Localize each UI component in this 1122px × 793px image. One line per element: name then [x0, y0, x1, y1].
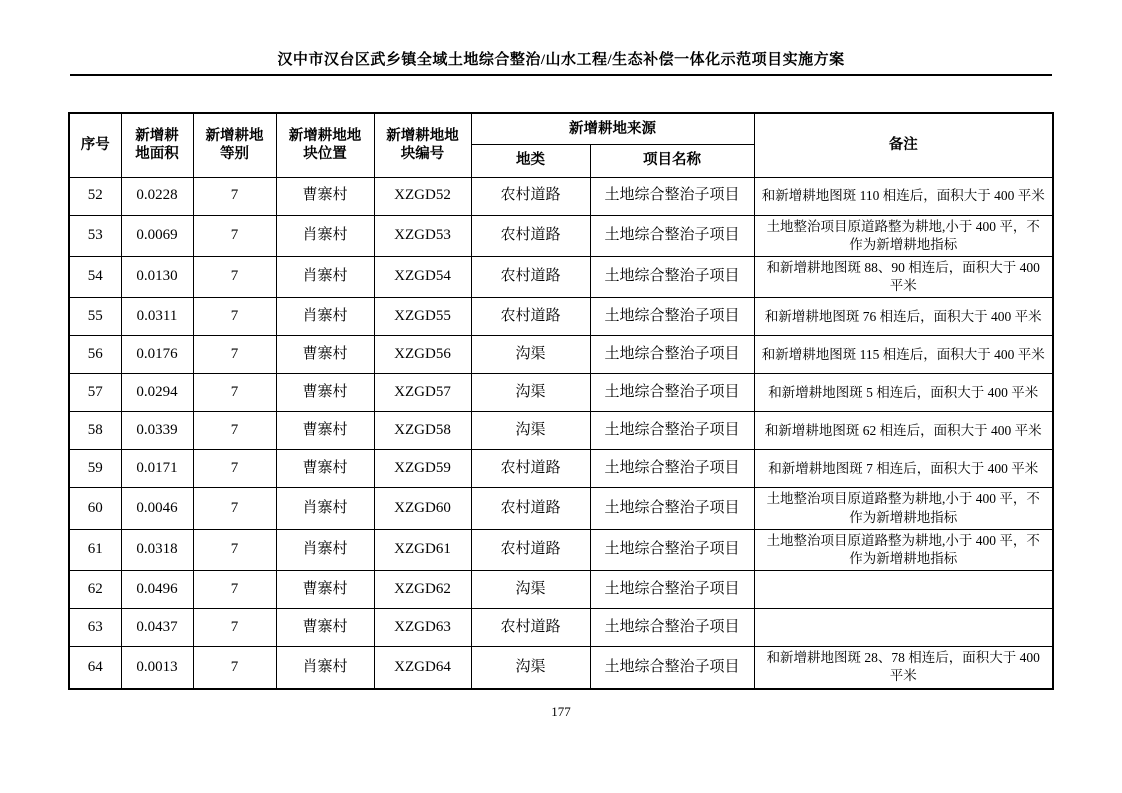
header-serial: 序号: [69, 113, 121, 177]
cell-serial: 59: [69, 450, 121, 488]
header-area: 新增耕地面积: [121, 113, 193, 177]
cell-grade: 7: [193, 488, 276, 529]
cell-grade: 7: [193, 374, 276, 412]
cell-location: 曹寨村: [276, 177, 374, 215]
cell-grade: 7: [193, 529, 276, 570]
cell-remarks: 和新增耕地图斑 88、90 相连后，面积大于 400 平米: [754, 256, 1053, 297]
cell-area: 0.0311: [121, 298, 193, 336]
cell-location: 曹寨村: [276, 374, 374, 412]
cell-land-type: 农村道路: [471, 450, 590, 488]
cell-location: 肖寨村: [276, 215, 374, 256]
cell-area: 0.0130: [121, 256, 193, 297]
cell-area: 0.0318: [121, 529, 193, 570]
cell-serial: 58: [69, 412, 121, 450]
cell-remarks: [754, 571, 1053, 609]
cell-land-type: 沟渠: [471, 571, 590, 609]
cell-serial: 61: [69, 529, 121, 570]
cell-project: 土地综合整治子项目: [590, 529, 754, 570]
table-row: [69, 450, 1053, 488]
cell-project: 土地综合整治子项目: [590, 609, 754, 647]
cell-remarks: 和新增耕地图斑 28、78 相连后，面积大于 400 平米: [754, 647, 1053, 689]
cell-project: 土地综合整治子项目: [590, 215, 754, 256]
cell-grade: 7: [193, 336, 276, 374]
new-cultivated-land-table: [68, 112, 1054, 690]
cell-grade: 7: [193, 177, 276, 215]
cell-location: 肖寨村: [276, 529, 374, 570]
header-parcel: 新增耕地地块编号: [374, 113, 471, 177]
cell-location: 曹寨村: [276, 412, 374, 450]
cell-serial: 57: [69, 374, 121, 412]
table-row: [69, 571, 1053, 609]
cell-area: 0.0069: [121, 215, 193, 256]
cell-project: 土地综合整治子项目: [590, 412, 754, 450]
cell-project: 土地综合整治子项目: [590, 374, 754, 412]
cell-area: 0.0013: [121, 647, 193, 689]
cell-serial: 56: [69, 336, 121, 374]
cell-parcel: XZGD64: [374, 647, 471, 689]
cell-remarks: 土地整治项目原道路整为耕地,小于 400 平，不作为新增耕地指标: [754, 529, 1053, 570]
cell-land-type: 沟渠: [471, 374, 590, 412]
cell-project: 土地综合整治子项目: [590, 450, 754, 488]
cell-area: 0.0496: [121, 571, 193, 609]
cell-serial: 55: [69, 298, 121, 336]
cell-location: 肖寨村: [276, 256, 374, 297]
header-land-type: 地类: [471, 144, 590, 177]
cell-location: 曹寨村: [276, 450, 374, 488]
header-project: 项目名称: [590, 144, 754, 177]
cell-parcel: XZGD63: [374, 609, 471, 647]
cell-remarks: 和新增耕地图斑 5 相连后，面积大于 400 平米: [754, 374, 1053, 412]
cell-serial: 62: [69, 571, 121, 609]
cell-parcel: XZGD52: [374, 177, 471, 215]
table-header: [69, 113, 1053, 177]
cell-remarks: 和新增耕地图斑 110 相连后，面积大于 400 平米: [754, 177, 1053, 215]
cell-grade: 7: [193, 215, 276, 256]
cell-serial: 64: [69, 647, 121, 689]
cell-serial: 60: [69, 488, 121, 529]
cell-land-type: 农村道路: [471, 529, 590, 570]
cell-project: 土地综合整治子项目: [590, 488, 754, 529]
cell-area: 0.0046: [121, 488, 193, 529]
cell-remarks: 土地整治项目原道路整为耕地,小于 400 平，不作为新增耕地指标: [754, 488, 1053, 529]
table-row: [69, 488, 1053, 529]
header-location: 新增耕地地块位置: [276, 113, 374, 177]
cell-land-type: 农村道路: [471, 177, 590, 215]
cell-location: 肖寨村: [276, 488, 374, 529]
cell-location: 曹寨村: [276, 571, 374, 609]
cell-parcel: XZGD58: [374, 412, 471, 450]
header-grade: 新增耕地等别: [193, 113, 276, 177]
table-row: [69, 298, 1053, 336]
cell-area: 0.0294: [121, 374, 193, 412]
table-body: [69, 177, 1053, 689]
cell-location: 曹寨村: [276, 609, 374, 647]
header-source-group: 新增耕地来源: [471, 113, 754, 144]
cell-area: 0.0176: [121, 336, 193, 374]
cell-location: 肖寨村: [276, 298, 374, 336]
cell-area: 0.0437: [121, 609, 193, 647]
cell-parcel: XZGD53: [374, 215, 471, 256]
cell-land-type: 农村道路: [471, 609, 590, 647]
cell-land-type: 农村道路: [471, 215, 590, 256]
cell-parcel: XZGD54: [374, 256, 471, 297]
table-row: [69, 177, 1053, 215]
table-row: [69, 412, 1053, 450]
cell-remarks: 土地整治项目原道路整为耕地,小于 400 平，不作为新增耕地指标: [754, 215, 1053, 256]
page-number: 177: [551, 704, 571, 719]
cell-parcel: XZGD55: [374, 298, 471, 336]
cell-area: 0.0171: [121, 450, 193, 488]
table-row: [69, 609, 1053, 647]
document-header-title: 汉中市汉台区武乡镇全域土地综合整治/山水工程/生态补偿一体化示范项目实施方案: [70, 48, 1052, 76]
cell-land-type: 农村道路: [471, 488, 590, 529]
table-row: [69, 336, 1053, 374]
cell-parcel: XZGD59: [374, 450, 471, 488]
cell-remarks: 和新增耕地图斑 115 相连后，面积大于 400 平米: [754, 336, 1053, 374]
cell-serial: 54: [69, 256, 121, 297]
cell-project: 土地综合整治子项目: [590, 256, 754, 297]
cell-area: 0.0339: [121, 412, 193, 450]
cell-project: 土地综合整治子项目: [590, 336, 754, 374]
cell-location: 肖寨村: [276, 647, 374, 689]
cell-grade: 7: [193, 571, 276, 609]
cell-remarks: 和新增耕地图斑 76 相连后，面积大于 400 平米: [754, 298, 1053, 336]
cell-parcel: XZGD62: [374, 571, 471, 609]
cell-project: 土地综合整治子项目: [590, 177, 754, 215]
table-row: [69, 374, 1053, 412]
cell-grade: 7: [193, 298, 276, 336]
cell-grade: 7: [193, 647, 276, 689]
cell-serial: 63: [69, 609, 121, 647]
cell-remarks: [754, 609, 1053, 647]
cell-serial: 53: [69, 215, 121, 256]
cell-remarks: 和新增耕地图斑 62 相连后，面积大于 400 平米: [754, 412, 1053, 450]
cell-remarks: 和新增耕地图斑 7 相连后，面积大于 400 平米: [754, 450, 1053, 488]
cell-grade: 7: [193, 609, 276, 647]
cell-parcel: XZGD60: [374, 488, 471, 529]
cell-project: 土地综合整治子项目: [590, 647, 754, 689]
cell-land-type: 农村道路: [471, 298, 590, 336]
cell-land-type: 沟渠: [471, 412, 590, 450]
cell-location: 曹寨村: [276, 336, 374, 374]
cell-serial: 52: [69, 177, 121, 215]
header-remarks: 备注: [754, 113, 1053, 177]
cell-grade: 7: [193, 256, 276, 297]
cell-parcel: XZGD57: [374, 374, 471, 412]
table-row: [69, 215, 1053, 256]
table-row: [69, 647, 1053, 689]
cell-project: 土地综合整治子项目: [590, 298, 754, 336]
table-row: [69, 256, 1053, 297]
cell-grade: 7: [193, 412, 276, 450]
cell-land-type: 沟渠: [471, 336, 590, 374]
cell-parcel: XZGD56: [374, 336, 471, 374]
cell-project: 土地综合整治子项目: [590, 571, 754, 609]
cell-land-type: 农村道路: [471, 256, 590, 297]
cell-parcel: XZGD61: [374, 529, 471, 570]
cell-land-type: 沟渠: [471, 647, 590, 689]
cell-grade: 7: [193, 450, 276, 488]
cell-area: 0.0228: [121, 177, 193, 215]
table-row: [69, 529, 1053, 570]
